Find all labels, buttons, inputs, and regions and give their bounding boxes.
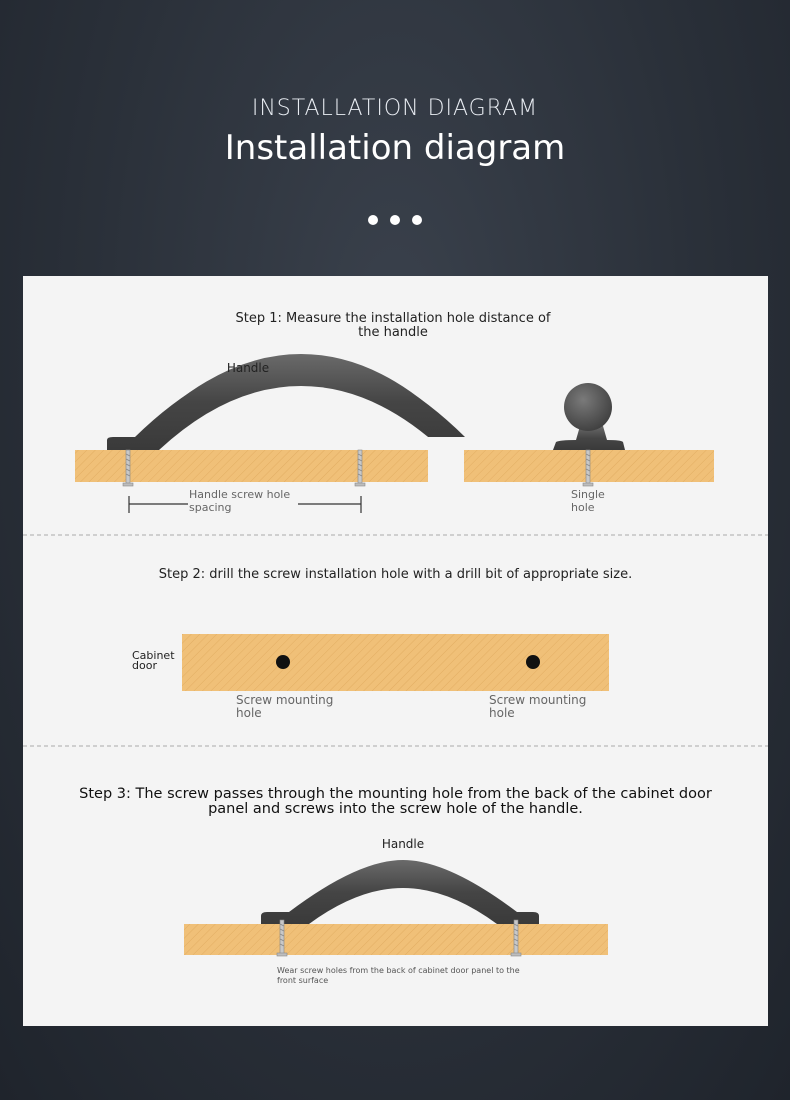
diagram-panel (23, 276, 768, 1026)
step2-title: Step 2: drill the screw installation hole with a drill bit of appropriate size. (158, 567, 633, 582)
hole-right-label: Screw mounting hole (489, 693, 587, 720)
header-subtitle: INSTALLATION DIAGRAM (251, 96, 539, 121)
step3-handle-label: Handle (381, 837, 425, 851)
step1-title: Step 1: Measure the installation hole distance of the handle (235, 311, 551, 340)
dots-ornament (0, 215, 790, 225)
step2-figure (182, 634, 609, 691)
mounting-hole-left (276, 655, 290, 669)
wood-board-step3 (184, 924, 608, 955)
step3-title: Step 3: The screw passes through the mounting hole from the back of the cabinet door panel and screws into the screw hole of the handle. (79, 786, 712, 817)
cabinet-door-board (182, 634, 609, 691)
dot-icon (412, 215, 422, 225)
hole-left-label: Screw mounting hole (236, 693, 334, 720)
step3-note: Wear screw holes from the back of cabinet door panel to the front surface (277, 966, 520, 985)
step1-knob-figure (464, 383, 714, 486)
step1-handle-label: Handle (226, 361, 270, 375)
mounting-hole-right (526, 655, 540, 669)
knob-head (564, 383, 612, 431)
dot-icon (390, 215, 400, 225)
cabinet-door-label: Cabinet door (132, 649, 175, 672)
header-title: Installation diagram (224, 128, 566, 168)
step3-figure (184, 860, 608, 956)
dot-icon (368, 215, 378, 225)
single-hole-label: Single hole (571, 488, 605, 514)
spacing-label: Handle screw hole spacing (189, 488, 291, 514)
